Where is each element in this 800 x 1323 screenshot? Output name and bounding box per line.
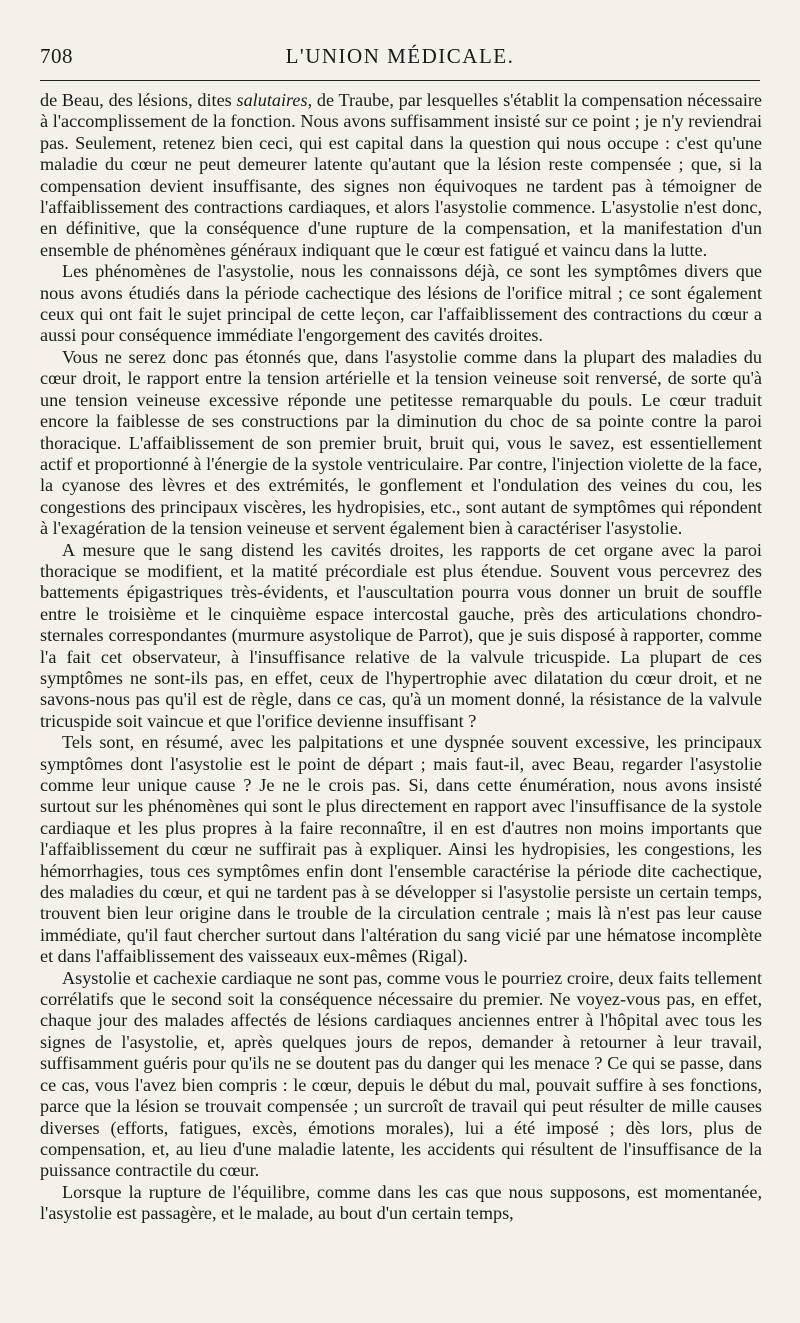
paragraph-text: de Beau, des lésions, dites (40, 90, 237, 110)
paragraph: Les phénomènes de l'asystolie, nous les connaissons déjà, ce sont les symptômes divers que nous avons étudiés dans la période cachectique des lésions de l'orifice mitral ; ce sont également ceux qui ont fait le sujet principal de cette leçon, car l'affaiblissement des contractions du cœur a aussi pour conséquence immédiate l'engorgement des cavités droites. (40, 261, 762, 346)
header-rule (40, 80, 760, 81)
page-number: 708 (40, 44, 73, 68)
page-header (40, 44, 760, 74)
paragraph-text: , de Traube, par lesquelles s'établit la compensation nécessaire à l'accomplissement de la fonction. Nous avons suffisamment insisté sur ce point ; je n'y reviendrai pas. Seulement, retenez bien ceci, qui est capital dans la question qui nous occupe : c'est qu'une maladie du cœur ne peut demeurer latente qu'autant que la lésion reste compensée ; que, si la compensation devient insuffisante, des signes non équivoques ne tardent pas à témoigner de l'affaiblissement des contractions cardiaques, et alors l'asystolie commence. L'asystolie n'est donc, en définitive, que la conséquence d'une rupture de la compensation, et la manifestation d'un ensemble de phénomènes généraux indiquant que le cœur est fatigué et vaincu dans la lutte. (40, 90, 763, 260)
emphasized-term: salutaires (236, 90, 308, 110)
paragraph: Tels sont, en résumé, avec les palpitations et une dyspnée souvent excessive, les principaux symptômes dont l'asystolie est le point de départ ; mais faut-il, avec Beau, regarder l'asystolie comme leur unique cause ? Je ne le crois pas. Si, dans cette énumération, nous avons insisté surtout sur les phénomènes qui sont le plus directement en rapport avec l'insuffisance de la systole cardiaque et les plus propres à la faire reconnaître, il en est d'autres non moins importants que l'affaiblissement du cœur ne suffirait pas à expliquer. Ainsi les hydropisies, les congestions, les hémorrhagies, tous ces symptômes enfin dont l'ensemble caractérise la période dite cachectique, des maladies du cœur, et qui ne tardent pas à se développer si l'asystolie persiste un certain temps, trouvent bien leur origine dans le trouble de la circulation centrale ; mais là n'est pas leur cause immédiate, qu'il faut chercher surtout dans l'altération du sang vicié par une hématose incomplète et dans l'affaiblissement des vaisseaux eux-mêmes (Rigal). (40, 732, 762, 967)
paragraph: A mesure que le sang distend les cavités droites, les rapports de cet organe avec la paroi thoracique se modifient, et la matité précordiale est plus étendue. Souvent vous percevrez des battements épigastriques très-évidents, et l'auscultation pourra vous donner un bruit de souffle entre le troisième et le cinquième espace intercostal gauche, près des articulations chondro-sternales correspondantes (murmure asystolique de Parrot), que je suis disposé à rapporter, comme l'a fait cet observateur, à l'insuffisance relative de la valvule tricuspide. La plupart de ces symptômes ne sont-ils pas, en effet, ceux de l'hypertrophie avec dilatation du cœur droit, et ne savons-nous pas qu'il est de règle, dans ce cas, qu'à un moment donné, la résistance de la valvule tricuspide soit vaincue et que l'orifice devienne insuffisant ? (40, 539, 762, 731)
paragraph: Lorsque la rupture de l'équilibre, comme dans les cas que nous supposons, est momentanée, l'asystolie est passagère, et le malade, au bout d'un certain temps, (40, 1181, 762, 1224)
paragraph (40, 90, 762, 261)
running-head: L'UNION MÉDICALE. (285, 44, 515, 68)
paragraph: Asystolie et cachexie cardiaque ne sont pas, comme vous le pourriez croire, deux faits tellement corrélatifs que le second soit la conséquence nécessaire du premier. Ne voyez-vous pas, en effet, chaque jour des malades affectés de lésions cardiaques anciennes entrer à l'hôpital avec tous les signes de l'asystolie, et, après quelques jours de repos, demander à retourner à leur travail, suffisamment guéris pour qu'ils ne se doutent pas du danger qui les menace ? Ce qui se passe, dans ce cas, vous l'avez bien compris : le cœur, depuis le début du mal, pouvait suffire à ses fonctions, parce que la lésion se trouvait compensée ; un surcroît de travail qui peut résulter de mille causes diverses (efforts, fatigues, excès, émotions morales), lui a été imposé ; dès lors, plus de compensation, et, au lieu d'une maladie latente, les accidents qui résultent de l'insuffisance de la puissance contractile du cœur. (40, 967, 762, 1181)
body-text (40, 90, 762, 1225)
paragraph: Vous ne serez donc pas étonnés que, dans l'asystolie comme dans la plupart des maladies du cœur droit, le rapport entre la tension artérielle et la tension veineuse soit renversé, de sorte qu'à une tension veineuse excessive réponde une petitesse remarquable du pouls. Le cœur traduit encore la faiblesse de ses constructions par la diminution du choc de sa pointe contre la paroi thoracique. L'affaiblissement de son premier bruit, bruit qui, vous le savez, est essentiellement actif et proportionné à l'énergie de la systole ventriculaire. Par contre, l'injection violette de la face, la cyanose des lèvres et des extrémités, le gonflement et l'ondulation des veines du cou, les congestions des principaux viscères, les hydropisies, etc., sont autant de symptômes qui répondent à l'exagération de la tension veineuse et servent également bien à caractériser l'asystolie. (40, 346, 762, 539)
